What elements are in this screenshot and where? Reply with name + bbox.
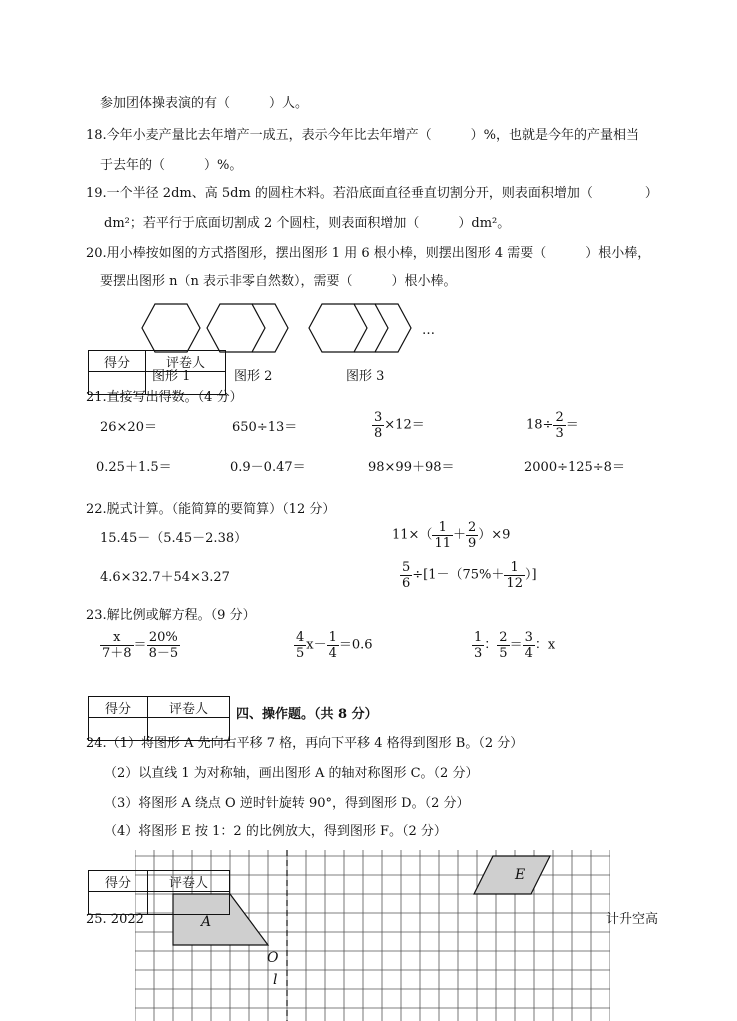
fraction: $\frac{5}{6}$ — [402, 560, 411, 591]
fraction: $\frac{1}{11}$ — [434, 520, 451, 551]
hexagon-figure-3a — [309, 304, 367, 352]
q22-e3: 4.6×32.7＋54×3.27 — [100, 570, 230, 585]
q21-r1c2: 650÷13＝ — [232, 420, 298, 435]
fraction: $\frac{1}{12}$ — [506, 560, 523, 591]
score-table-2 — [88, 696, 230, 741]
fraction: $\frac{1}{4}$ — [328, 630, 337, 661]
fraction: $\frac{4}{5}$ — [296, 630, 305, 661]
q23-a: $\frac{x}{7+8}$ ＝ $\frac{20\%}{8-5}$ — [102, 630, 179, 661]
q21-r2c1: 0.25＋1.5＝ — [96, 460, 172, 475]
q19-line1: 19.一个半径 2dm、高 5dm 的圆柱木料。若沿底面直径垂直切割分开，则表面积增加（ ） — [86, 186, 658, 201]
fraction: $\frac{1}{3}$ — [474, 630, 483, 661]
figure-ellipsis: … — [422, 323, 435, 338]
q20-line2: 要摆出图形 n（n 表示非零自然数），需要（ ）根小棒。 — [100, 274, 457, 289]
q24-step1: 24.（1）将图形 A 先向右平移 7 格，再向下平移 4 格得到图形 B。（2 分） — [86, 736, 524, 751]
q21-r2c4: 2000÷125÷8＝ — [524, 460, 625, 475]
q23-title: 23.解比例或解方程。（9 分） — [86, 608, 256, 623]
score-label: 得分 — [89, 697, 148, 718]
q25-start: 25. 2022 — [86, 912, 144, 927]
q21-r1c4: 18÷ $\frac{2}{3}$ ＝ — [526, 410, 579, 441]
label-o: O — [267, 950, 279, 966]
q23-b: $\frac{4}{5}$ x－ $\frac{1}{4}$ ＝0.6 — [296, 630, 373, 661]
hexagon-figure-1 — [142, 304, 200, 352]
score-table-1 — [88, 350, 226, 395]
q21-r2c3: 98×99＋98＝ — [368, 460, 455, 475]
q22-e1: 15.45－（5.45－2.38） — [100, 531, 248, 546]
score-label: 得分 — [89, 351, 146, 372]
grader-cell[interactable] — [148, 892, 230, 915]
hexagon-figure-2b — [252, 304, 288, 352]
q22-e2: 11×（ $\frac{1}{11}$ ＋ $\frac{2}{9}$ ）×9 — [392, 520, 511, 551]
q22-e4: $\frac{5}{6}$ ÷[1－（75%＋ $\frac{1}{12}$ ）] — [402, 560, 537, 591]
label-e: E — [515, 867, 526, 883]
q24-step3: （3）将图形 A 绕点 O 逆时针旋转 90°，得到图形 D。（2 分） — [104, 796, 470, 811]
label-l: l — [273, 972, 278, 988]
q24-step4: （4）将图形 E 按 1：2 的比例放大，得到图形 F。（2 分） — [104, 824, 447, 839]
figure-label-3: 图形 3 — [346, 369, 385, 384]
section-4-title: 四、操作题。（共 8 分） — [236, 707, 378, 722]
q22-title: 22.脱式计算。（能简算的要简算）（12 分） — [86, 502, 336, 517]
q18-line1: 18.今年小麦产量比去年增产一成五，表示今年比去年增产（ ）%，也就是今年的产量相当 — [86, 128, 640, 143]
hexagon-figure-3c — [375, 304, 411, 352]
q20-line1: 20.用小棒按如图的方式搭图形，摆出图形 1 用 6 根小棒，则摆出图形 4 需要（ ）根小棒， — [86, 246, 651, 261]
shape-e — [474, 856, 550, 894]
grader-label: 评卷人 — [148, 871, 230, 892]
q21-r2c2: 0.9－0.47＝ — [230, 460, 306, 475]
q25-end: 计升空高 — [606, 912, 659, 927]
q19-line2: dm²；若平行于底面切割成 2 个圆柱，则表面积增加（ ）dm²。 — [104, 216, 511, 231]
score-label: 得分 — [89, 871, 148, 892]
figure-label-1: 图形 1 — [152, 369, 191, 384]
hexagon-figure-2a — [207, 304, 265, 352]
line-participants: 参加团体操表演的有（ ）人。 — [100, 96, 309, 111]
score-table-3 — [88, 870, 230, 915]
label-a: A — [201, 914, 212, 930]
q18-line2: 于去年的（ ）%。 — [100, 158, 243, 173]
fraction: $\frac{3}{4}$ — [524, 630, 533, 661]
q21-r1c3: $\frac{3}{8}$ ×12＝ — [374, 410, 425, 441]
figure-label-2: 图形 2 — [234, 369, 273, 384]
q21-title: 21.直接写出得数。（4 分） — [86, 390, 243, 405]
q21-r1c1: 26×20＝ — [100, 420, 157, 435]
grader-label: 评卷人 — [146, 351, 226, 372]
q24-step2: （2）以直线 1 为对称轴，画出图形 A 的轴对称图形 C。（2 分） — [104, 766, 479, 781]
fraction: $\frac{x}{7+8}$ — [102, 630, 132, 661]
fraction: $\frac{2}{9}$ — [468, 520, 477, 551]
fraction: $\frac{3}{8}$ — [374, 410, 383, 441]
hexagon-figure-3b — [354, 304, 388, 352]
fraction: $\frac{2}{3}$ — [555, 410, 564, 441]
q23-c: $\frac{1}{3}$ ： $\frac{2}{5}$ ＝ $\frac{3}{4}$ ：x — [474, 630, 556, 661]
grader-label: 评卷人 — [148, 697, 230, 718]
fraction: $\frac{2}{5}$ — [499, 630, 508, 661]
fraction: $\frac{20\%}{8-5}$ — [148, 630, 179, 661]
